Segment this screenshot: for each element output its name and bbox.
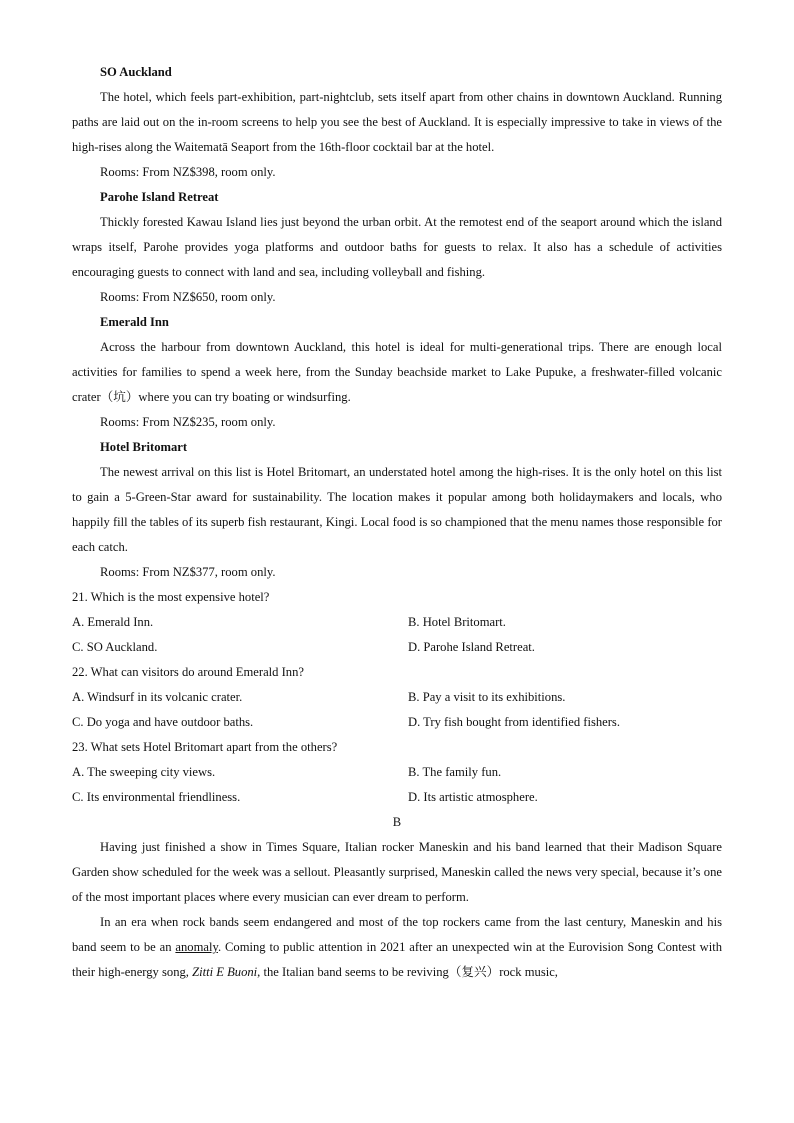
hotel-description: The newest arrival on this list is Hotel Britomart, an understated hotel among the high-rises. It is the only hotel on this list to gain a 5-Green-Star award for sustainability. The location makes it popular among both holidaymakers and locals, who happily fill the tables of its superb fish restaurant, Kingi. Local food is so championed that the menu names those responsible for each catch.	[72, 465, 722, 554]
option-b: B. The family fun.	[408, 765, 502, 779]
hotel-description: Thickly forested Kawau Island lies just beyond the urban orbit. At the remotest end of the seaport around which the island wraps itself, Parohe provides yoga platforms and outdoor baths for guests to relax. It also has a schedule of activities encouraging guests to connect with land and sea, including volleyball and fishing.	[72, 215, 722, 279]
option-c: C. Its environmental friendliness.	[72, 790, 241, 804]
hotel-name: SO Auckland	[100, 65, 172, 79]
hotel-description: Across the harbour from downtown Auckland, this hotel is ideal for multi-generational trips. There are enough local activities for families to spend a week here, from the Sunday beachside market to Lake Pupuke, a freshwater-filled volcanic crater（坑）where you can try boating or windsurfing.	[72, 340, 722, 404]
option-c: C. Do yoga and have outdoor baths.	[72, 715, 254, 729]
underlined-word: anomaly	[175, 940, 218, 954]
document-page	[72, 60, 722, 985]
hotel-name: Emerald Inn	[100, 315, 169, 329]
option-a: A. The sweeping city views.	[72, 765, 216, 779]
question-stem: 22. What can visitors do around Emerald Inn?	[72, 665, 304, 679]
hotel-rooms-price: Rooms: From NZ$650, room only.	[100, 290, 276, 304]
options-row	[72, 635, 722, 660]
options-row	[72, 610, 722, 635]
option-c: C. SO Auckland.	[72, 640, 158, 654]
options-row	[72, 685, 722, 710]
question-stem: 23. What sets Hotel Britomart apart from the others?	[72, 740, 338, 754]
option-a: A. Windsurf in its volcanic crater.	[72, 690, 243, 704]
options-row	[72, 710, 722, 735]
paragraph-text: , the Italian band seems to be reviving（复兴）rock music,	[257, 965, 558, 979]
option-b: B. Pay a visit to its exhibitions.	[408, 690, 566, 704]
section-label: B	[392, 815, 402, 829]
option-b: B. Hotel Britomart.	[408, 615, 506, 629]
hotel-rooms-price: Rooms: From NZ$398, room only.	[100, 165, 276, 179]
hotel-name: Hotel Britomart	[100, 440, 188, 454]
options-row	[72, 760, 722, 785]
passage-paragraph: Having just finished a show in Times Square, Italian rocker Maneskin and his band learned that their Madison Square Garden show scheduled for the week was a sellout. Pleasantly surprised, Maneskin called the news very special, because it’s one of the most important places where every musician can ever dream to perform.	[72, 840, 722, 904]
option-d: D. Parohe Island Retreat.	[408, 640, 535, 654]
hotel-description: The hotel, which feels part-exhibition, part-nightclub, sets itself apart from other chains in downtown Auckland. Running paths are laid out on the in-room screens to help you see the best of Auckland. It is especially impressive to take in views of the high-rises along the Waitematā Seaport from the 16th-floor cocktail bar at the hotel.	[72, 90, 722, 154]
passage-paragraph	[72, 910, 722, 985]
paragraph-text: . Coming to public attention in 2021 after an unexpected win at the Eurovision Song Contest with their high-energy song,	[72, 940, 722, 979]
paragraph-text: In an era when rock bands seem endangered and most of the top rockers came from the last century, Maneskin and his band seem to be an	[72, 915, 722, 954]
hotel-rooms-price: Rooms: From NZ$377, room only.	[100, 565, 276, 579]
options-row	[72, 785, 722, 810]
hotel-rooms-price: Rooms: From NZ$235, room only.	[100, 415, 276, 429]
song-title: Zitti E Buoni	[192, 965, 258, 979]
option-d: D. Its artistic atmosphere.	[408, 790, 538, 804]
hotel-name: Parohe Island Retreat	[100, 190, 219, 204]
question-stem: 21. Which is the most expensive hotel?	[72, 590, 270, 604]
option-d: D. Try fish bought from identified fishers.	[408, 715, 620, 729]
option-a: A. Emerald Inn.	[72, 615, 154, 629]
